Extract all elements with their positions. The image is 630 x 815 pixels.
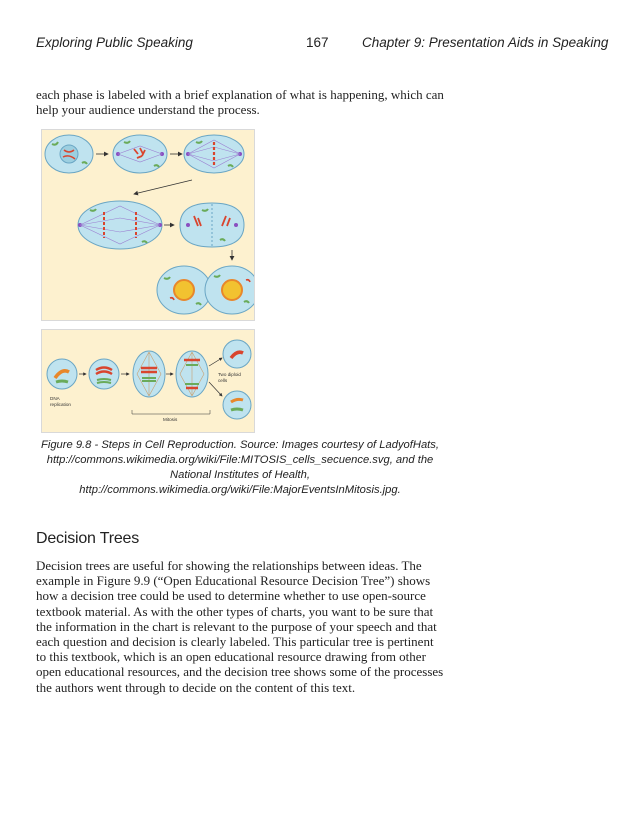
cell-cytokinesis [157,266,254,314]
mitosis-sequence-image [41,129,255,321]
label-cells: cells [218,378,228,383]
cell-telophase [180,203,244,247]
cell-prophase [113,135,167,173]
label-dna: DNA [50,396,60,401]
cell-anaphase [78,201,162,249]
cell-metaphase [184,135,244,173]
arrow-icon [209,358,222,366]
intro-paragraph: each phase is labeled with a brief explanation of what is happening, which can help your audience understand the process. [36,87,444,118]
label-replication: replication [50,402,71,407]
body-paragraph: Decision trees are useful for showing the relationships between ideas. The example in Figure 9.9 (“Open Educational Resource Decision Tree”) shows how a decision tree could be used to determine whether to use open-source textbook material. As with the other types of charts, you want to be sure that the information in the chart is relevant to the purpose of your speech and that each question and decision is clearly labeled. This particular tree is pertinent to this textbook, which is an open educational resource drawing from other open educational resources, and the decision tree shows some of the processes the authors went through to decide on the content of this text. [36,558,444,695]
cell-interphase [45,135,93,173]
cell-anaphase-small [176,351,208,397]
section-heading: Decision Trees [36,530,140,547]
figure-caption: Figure 9.8 - Steps in Cell Reproduction. Source: Images courtesy of LadyofHats, http://commons.wikimedia.org/wiki/File:MITOSIS_cells_secuence.svg, and the National Institutes of Health, http://commons.wikimedia.org/wiki/File:MajorEventsInMitosis.jpg. [41,439,439,496]
label-two-diploid: Two diploid [218,372,241,377]
arrow-icon [134,180,192,194]
running-header-book-title: Exploring Public Speaking [36,35,193,50]
cell-replicated [89,359,119,389]
daughter-cell-bottom [223,391,251,419]
running-header-chapter-title: Chapter 9: Presentation Aids in Speaking [362,35,609,50]
page-number: 167 [306,35,329,50]
label-mitosis: Mitosis [163,417,178,422]
major-events-illustration [42,330,254,432]
cell-parent [47,359,77,389]
arrow-icon [209,382,222,396]
mitosis-sequence-illustration [42,130,254,320]
cell-metaphase-small [133,351,165,397]
daughter-cell-top [223,340,251,368]
mitosis-bracket [132,410,210,414]
major-events-mitosis-image [41,329,255,433]
